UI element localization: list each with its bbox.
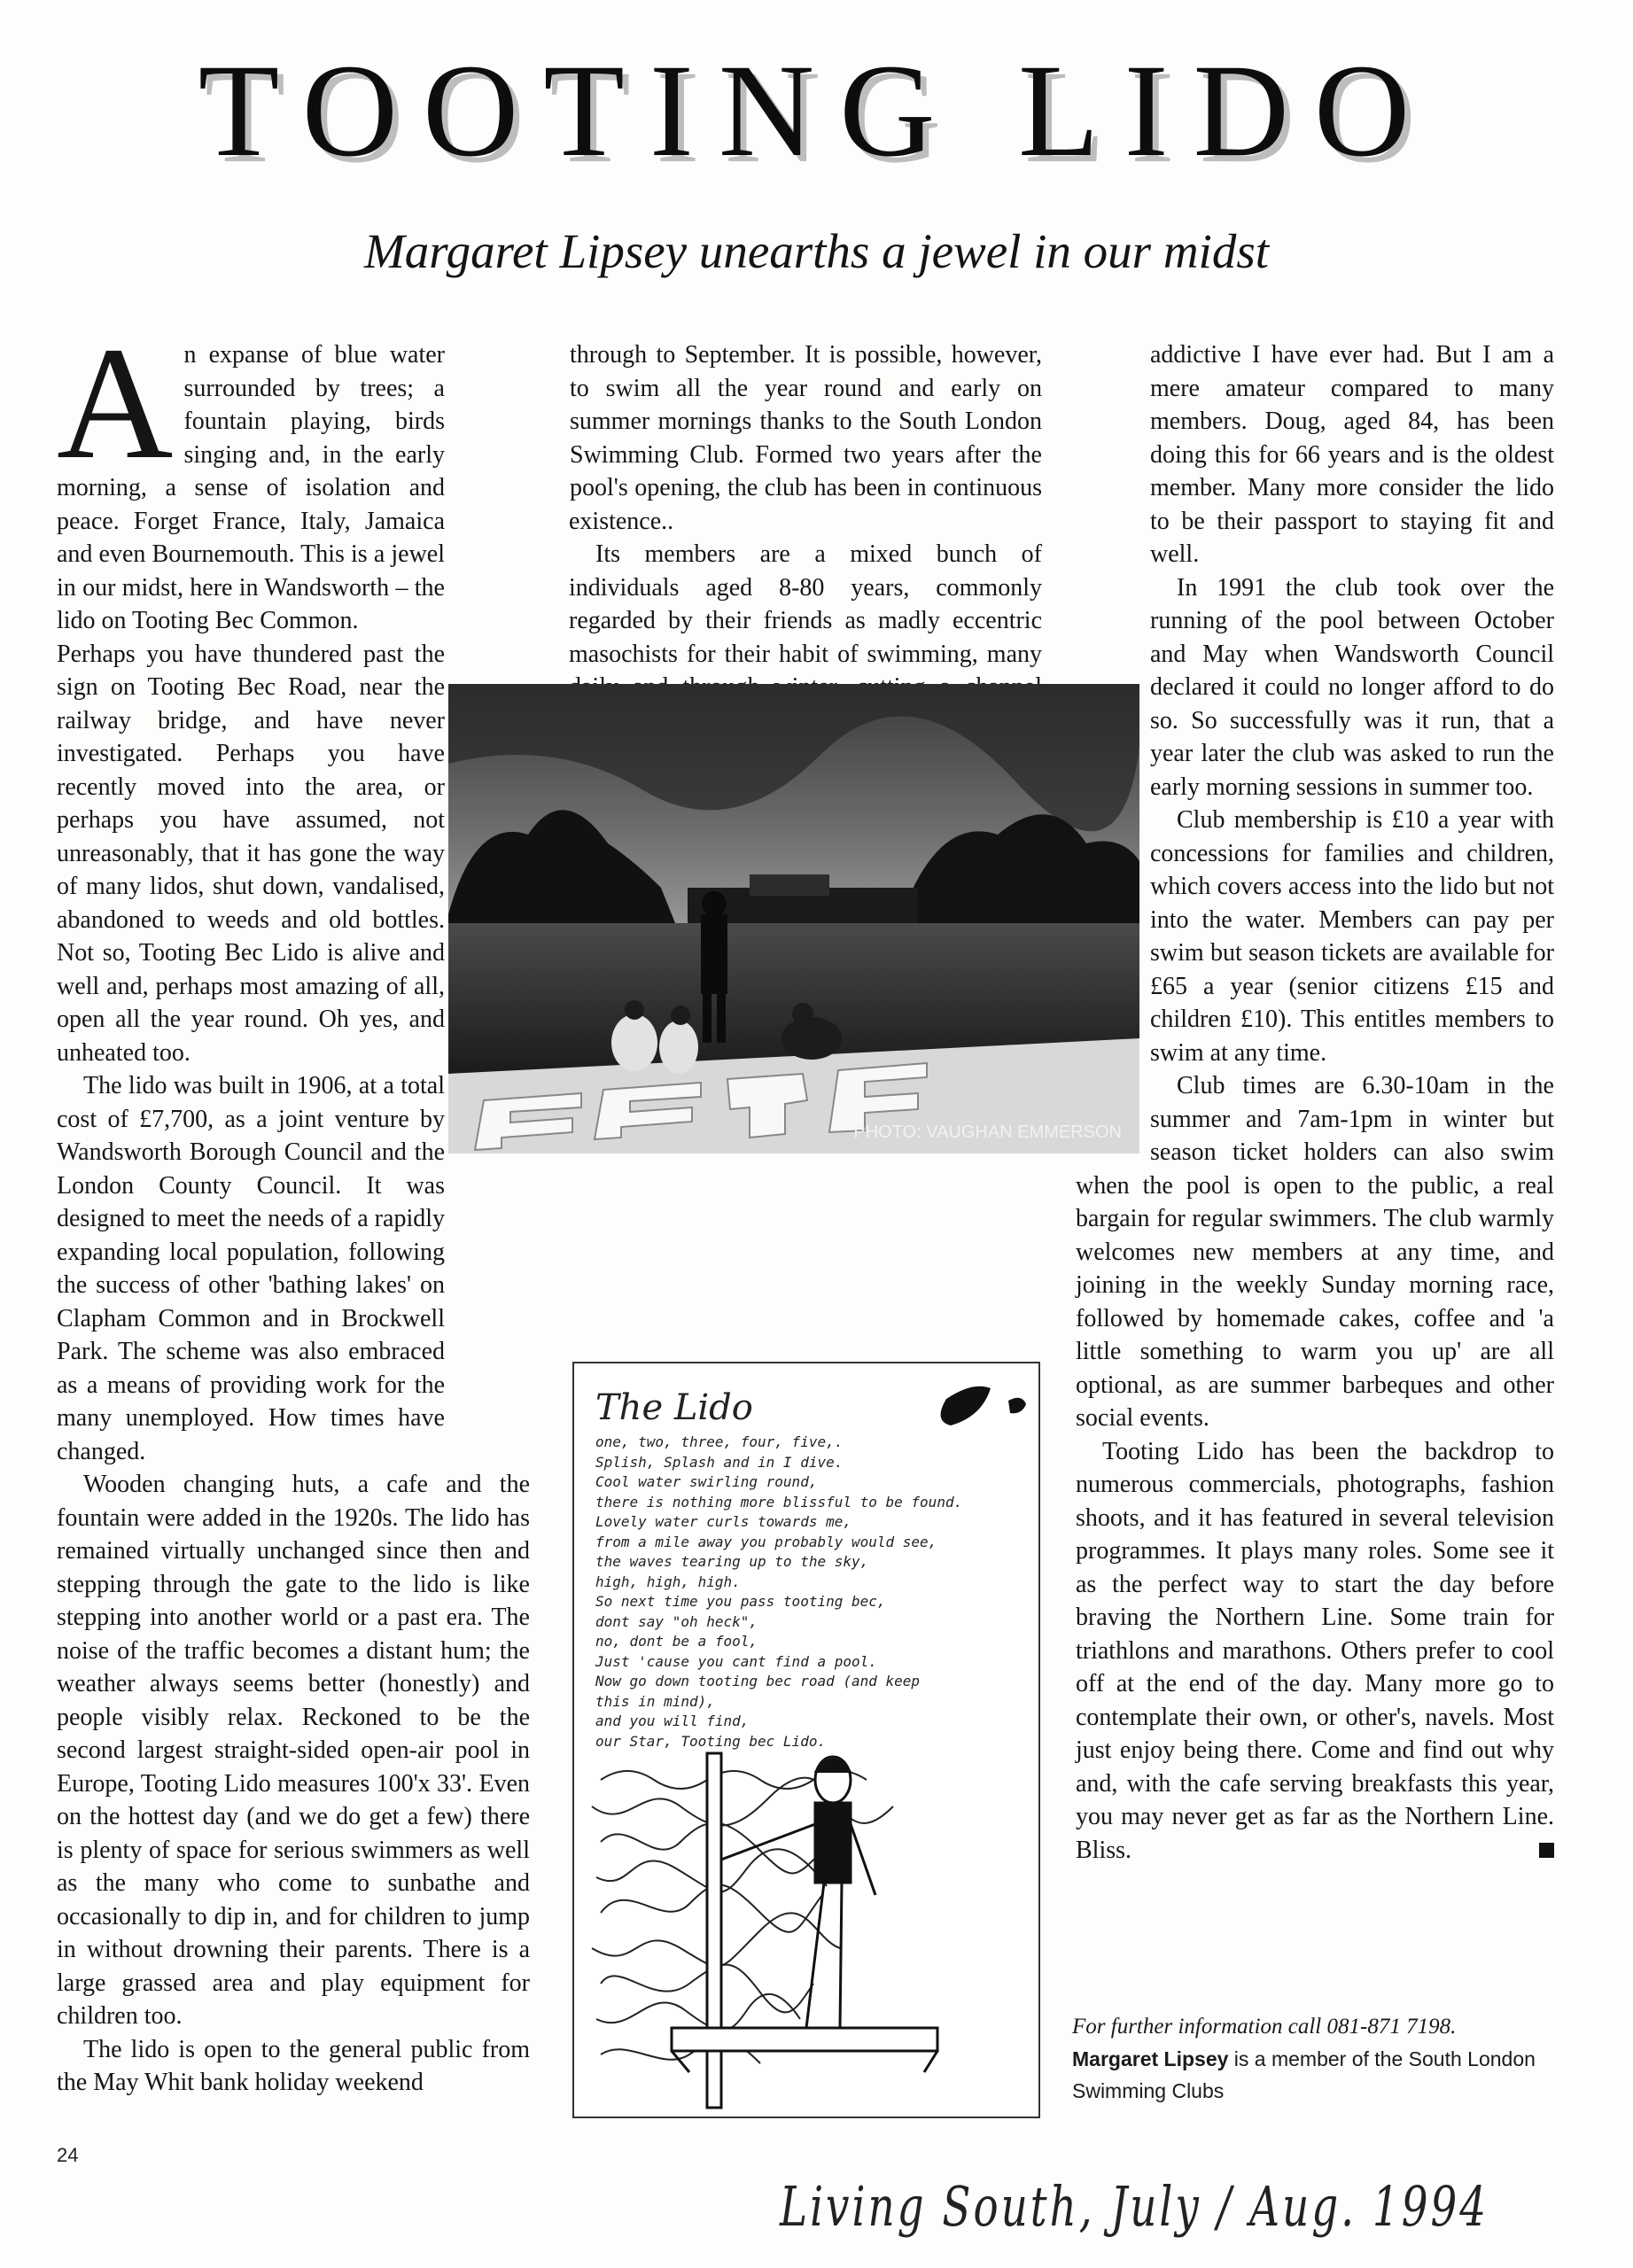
article-subtitle: Margaret Lipsey unearths a jewel in our midst (363, 224, 1270, 278)
paragraph: through to September. It is possible, however, to swim all the year round and early on summer mornings thanks to the South London Swimming Club. Formed two years after the pool's opening, the club has been in continuous existence.. (569, 341, 1042, 535)
paragraph: The lido is open to the general public from the May Whit bank holiday weekend (57, 2035, 530, 2096)
article-column-3 (1076, 338, 1554, 1867)
poem-line: this in mind), (595, 1692, 715, 1710)
poem-line: no, dont be a fool, (595, 1633, 758, 1650)
poem-line: Splish, Splash and in I dive. (595, 1453, 844, 1471)
poem-line: the waves tearing up to the sky, (595, 1553, 869, 1570)
poem-line: dont say "oh heck", (595, 1612, 758, 1630)
poem-line: Lovely water curls towards me, (595, 1513, 851, 1530)
drop-cap: A (57, 315, 174, 493)
contact-info: For further information call 081-871 7198. (1072, 2015, 1457, 2039)
poem-line: and you will find, (595, 1713, 750, 1729)
poem-line: So next time you pass tooting bec, (595, 1593, 886, 1610)
author-bio-text: is a member of the South London Swimming Clubs (1072, 2047, 1536, 2102)
swimmer-figure (721, 1757, 875, 2028)
diving-board (672, 2028, 937, 2051)
page-title: TOOTING LIDO (198, 37, 1435, 184)
poem-line: Just 'cause you cant find a pool. (595, 1652, 877, 1670)
page-number: 24 (57, 2144, 79, 2166)
end-of-article-mark (1539, 1843, 1554, 1858)
paragraph: Club times are 6.30-10am in the summer and 7am-1pm in winter but season ticket holders can also swim when the pool is open to the public, a real bargain for regular swimmers. The club warmly welcomes new members at any time, and joining in the weekly Sunday morning race, followed by homemade cakes, coffee and 'a little something to warm you up' are all optional, as are summer barbeques and other social events. (1076, 1072, 1554, 1432)
poem-title: The Lido (595, 1387, 753, 1428)
poem-line: Now go down tooting bec road (and keep (595, 1673, 921, 1689)
paragraph: In 1991 the club took over the running of the pool between October and May when Wandsworth Council declared it could no longer afford to do so. So successfully was it run, that a year later the club was asked to run the early morning sessions in summer too. (1150, 573, 1554, 801)
handwritten-note: Living South, July / Aug. 1994 (779, 2174, 1489, 2239)
childs-poem-drawing (572, 1362, 1040, 2118)
author-bio (1072, 2043, 1568, 2107)
poem-line: Cool water swirling round, (595, 1473, 818, 1490)
paragraph: Wooden changing huts, a cafe and the fountain were added in the 1920s. The lido has remained virtually unchanged since then and stepping through the gate to the lido is like stepping into another world or a past era. The noise of the traffic becomes a distant hum; the weather always seems better (honestly) and people visibly relax. Reckoned to be the second largest straight-sided open-air pool in Europe, Tooting Lido measures 100'x 33'. Even on the hottest day (and we do get a few) there is plenty of space for serious swimmers as well as the many who come to sunbathe and occasionally to dip in, and for children to jump in without drowning their parents. There is a large grassed area and play equipment for children too. (57, 1471, 530, 2030)
author-info (1072, 2011, 1568, 2107)
poem-line: one, two, three, four, five,. (595, 1433, 844, 1450)
poem-line: from a mile away you probably would see, (595, 1533, 937, 1550)
paragraph-text: Tooting Lido has been the backdrop to numerous commercials, photographs, fashion shoots, and it has featured in several television programmes. It plays many roles. Some see it as the perfect way to start the day before braving the Northern Line. Some train for triathlons and marathons. Others prefer to cool off at the end of the day. Many more go to contemplate their own, or other's, navels. Most just enjoy being there. Come and find out why and, with the cafe serving breakfasts this year, you may never get as far as the Northern Line. Bliss. (1076, 1437, 1554, 1864)
poem-line: there is nothing more blissful to be found. (595, 1493, 963, 1511)
poem-line: high, high, high. (595, 1573, 741, 1590)
lido-photo (448, 684, 1139, 1153)
poem-illustration (574, 1363, 1038, 2117)
lido-photo-image (448, 684, 1139, 1153)
photo-credit: PHOTO: VAUGHAN EMMERSON (853, 1122, 1122, 1142)
handwritten-publication-note (771, 2162, 1497, 2250)
fish-icon (1008, 1398, 1026, 1413)
article-column-1 (57, 315, 530, 2100)
paragraph (1076, 1435, 1554, 1868)
paragraph: The lido was built in 1906, at a total cost of £7,700, as a joint venture by Wandsworth Borough Council and the London County Council. It was designed to meet the needs of a rapidly expanding local population, following the success of other 'bathing lakes' on Clapham Common and in Brockwell Park. The scheme was also embraced as a means of providing work for the many unemployed. How times have changed. (57, 1072, 445, 1465)
poem-line: our Star, Tooting bec Lido. (595, 1732, 827, 1750)
paragraph: n expanse of blue water surrounded by trees; a fountain playing, birds singing and, in the early morning, a sense of isolation and peace. Forget France, Italy, Jamaica and even Bournemouth. This is a jewel in our midst, here in Wandsworth – the lido on Tooting Bec Common. (57, 341, 445, 634)
diving-board-pole (707, 1753, 721, 2108)
author-name: Margaret Lipsey (1072, 2047, 1229, 2070)
fish-icon (941, 1386, 991, 1425)
paragraph: addictive I have ever had. But I am a mere amateur compared to many members. Doug, aged 84, has been doing this for 66 years and is the oldest member. Many more consider the lido to be their passport to staying fit and well. (1150, 341, 1554, 568)
paragraph: Its members are a mixed bunch of individuals aged 8-80 years, commonly regarded by their friends as madly eccentric masochists for their habit of swimming, many (569, 540, 1042, 668)
paragraph: Perhaps you have thundered past the sign on Tooting Bec Road, near the railway bridge, and have never investigated. Perhaps you have recently moved into the area, or perhaps you have assumed, not unreasonably, that it has gone the way of many lidos, shut down, vandalised, abandoned to weeds and old bottles. Not so, Tooting Bec Lido is alive and well and, perhaps most amazing of all, open all the year round. Oh yes, and unheated too. (57, 640, 445, 1067)
paragraph: Club membership is £10 a year with concessions for families and children, which covers access into the lido but not into the water. Members can pay per swim but season tickets are available for £65 a year (senior citizens £15 and children £10). This entitles members to swim at any time. (1150, 806, 1554, 1067)
